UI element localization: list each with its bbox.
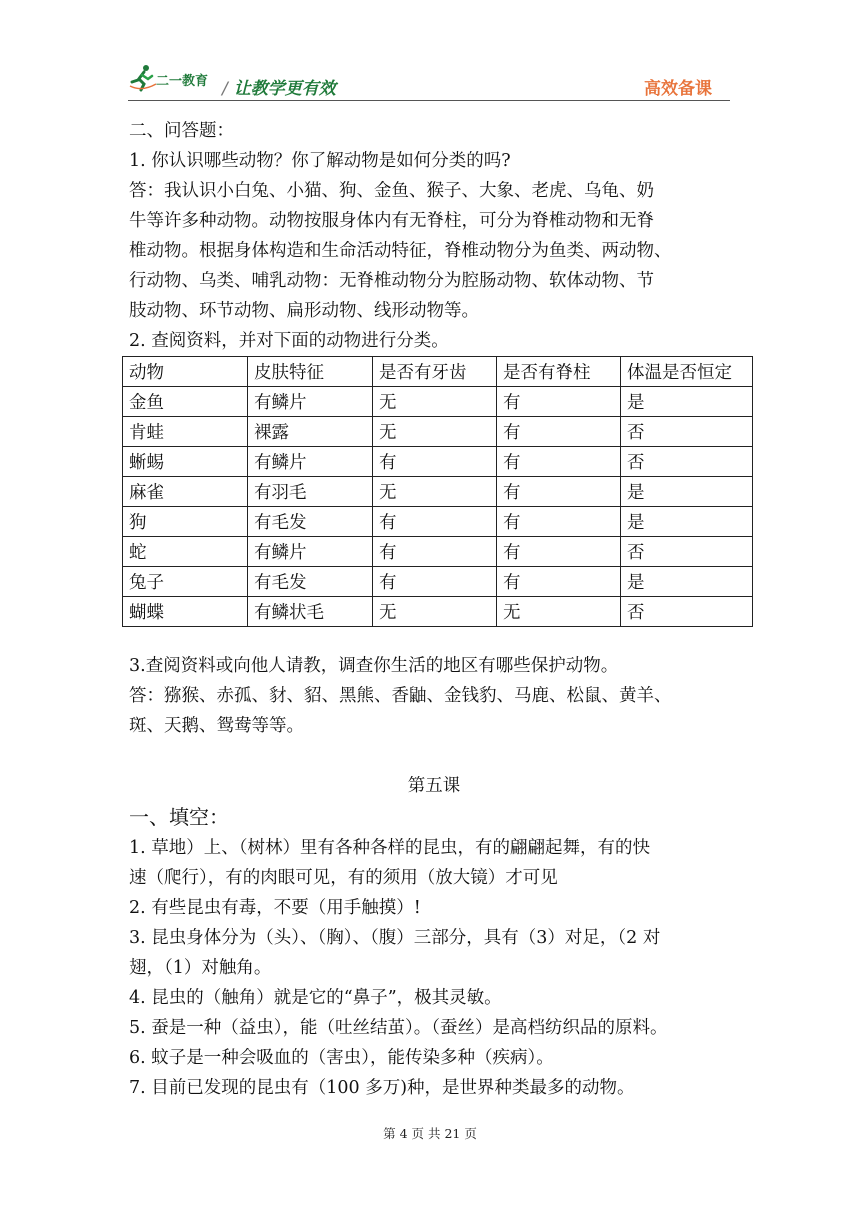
table-row xyxy=(123,477,753,507)
answer-3-line: 斑、天鹅、鸳鸯等等。 xyxy=(129,716,304,736)
page-footer: 第 4 页 共 21 页 xyxy=(383,1126,477,1141)
fill-blank-line: 速（爬行），有的肉眼可见，有的须用（放大镜）才可见 xyxy=(129,868,558,888)
table-header-row xyxy=(123,357,753,387)
table-cell: 有 xyxy=(497,477,621,507)
table-cell: 有 xyxy=(373,447,497,477)
table-cell: 有毛发 xyxy=(248,507,373,537)
page-content xyxy=(129,116,739,1103)
runner-icon xyxy=(128,64,158,92)
slogan-text: 让教学更有效 xyxy=(233,79,336,99)
table-cell: 有 xyxy=(497,387,621,417)
table-cell: 有 xyxy=(497,567,621,597)
fill-blank-line: 1. 草地）上、（树林）里有各种各样的昆虫，有的翩翩起舞，有的快 xyxy=(129,838,651,858)
table-cell: 否 xyxy=(621,447,753,477)
slash-divider: / xyxy=(222,79,228,99)
table-cell: 无 xyxy=(373,417,497,447)
table-cell: 无 xyxy=(373,597,497,627)
fill-blank-line: 6. 蚊子是一种会吸血的（害虫），能传染多种（疾病）。 xyxy=(129,1048,554,1068)
table-header-cell: 是否有牙齿 xyxy=(373,357,497,387)
table-cell: 有 xyxy=(373,567,497,597)
fill-blank-heading: 一、填空： xyxy=(129,805,229,829)
answer-1-line: 牛等许多种动物。动物按服身体内有无脊柱，可分为脊椎动物和无脊 xyxy=(129,211,654,231)
table-cell: 麻雀 xyxy=(123,477,248,507)
table-row xyxy=(123,537,753,567)
answer-1-line: 答：我认识小白兔、小猫、狗、金鱼、猴子、大象、老虎、乌龟、奶 xyxy=(129,181,654,201)
table-cell: 有 xyxy=(497,417,621,447)
table-cell: 否 xyxy=(621,417,753,447)
table-cell: 是 xyxy=(621,567,753,597)
fill-blank-line: 5. 蚕是一种（益虫），能（吐丝结茧）。（蚕丝）是高档纺织品的原料。 xyxy=(129,1018,668,1038)
table-cell: 有鳞片 xyxy=(248,387,373,417)
section-heading: 二、问答题： xyxy=(129,121,234,141)
table-row xyxy=(123,567,753,597)
table-cell: 否 xyxy=(621,537,753,567)
fill-blank-line: 7. 目前已发现的昆虫有（100 多万)种，是世界种类最多的动物。 xyxy=(129,1078,635,1098)
page-header xyxy=(128,62,730,101)
table-cell: 有鳞片 xyxy=(248,447,373,477)
table-cell: 有羽毛 xyxy=(248,477,373,507)
table-header-cell: 皮肤特征 xyxy=(248,357,373,387)
table-row xyxy=(123,417,753,447)
table-row xyxy=(123,597,753,627)
table-cell: 肯蛙 xyxy=(123,417,248,447)
table-cell: 无 xyxy=(373,477,497,507)
table-cell: 有鳞片 xyxy=(248,537,373,567)
table-row xyxy=(123,387,753,417)
table-cell: 兔子 xyxy=(123,567,248,597)
question-1: 1. 你认识哪些动物？你了解动物是如何分类的吗? xyxy=(129,151,511,171)
fill-blank-line: 翅，（1）对触角。 xyxy=(129,958,272,978)
question-3: 3.查阅资料或向他人请教，调查你生活的地区有哪些保护动物。 xyxy=(129,656,619,676)
answer-3-line: 答：猕猴、赤孤、豺、貂、黑熊、香鼬、金钱豹、马鹿、松鼠、黄羊、 xyxy=(129,686,672,706)
table-cell: 裸露 xyxy=(248,417,373,447)
header-slogan xyxy=(222,74,336,99)
table-row xyxy=(123,507,753,537)
table-cell: 蛇 xyxy=(123,537,248,567)
table-cell: 有 xyxy=(373,507,497,537)
table-cell: 有鳞状毛 xyxy=(248,597,373,627)
table-row xyxy=(123,447,753,477)
header-tag: 高效备课 xyxy=(644,79,712,99)
table-cell: 是 xyxy=(621,387,753,417)
table-cell: 狗 xyxy=(123,507,248,537)
table-cell: 有 xyxy=(497,507,621,537)
answer-1-line: 行动物、乌类、哺乳动物：无脊椎动物分为腔肠动物、软体动物、节 xyxy=(129,271,654,291)
table-cell: 蝴蝶 xyxy=(123,597,248,627)
table-cell: 金鱼 xyxy=(123,387,248,417)
lesson-title: 第五课 xyxy=(407,776,461,796)
logo xyxy=(128,64,224,90)
table-cell: 是 xyxy=(621,507,753,537)
table-cell: 蜥蜴 xyxy=(123,447,248,477)
answer-1-line: 肢动物、环节动物、扁形动物、线形动物等。 xyxy=(129,301,479,321)
table-header-cell: 是否有脊柱 xyxy=(497,357,621,387)
answer-1-line: 椎动物。根据身体构造和生命活动特征，脊椎动物分为鱼类、两动物、 xyxy=(129,241,672,261)
question-2: 2. 查阅资料，并对下面的动物进行分类。 xyxy=(129,331,449,351)
table-cell: 有 xyxy=(373,537,497,567)
fill-blank-line: 2. 有些昆虫有毒，不要（用手触摸）! xyxy=(129,898,421,918)
table-cell: 无 xyxy=(373,387,497,417)
fill-blank-line: 3. 昆虫身体分为（头）、（胸）、（腹）三部分，具有（3）对足，（2 对 xyxy=(129,928,661,948)
table-header-cell: 动物 xyxy=(123,357,248,387)
table-cell: 是 xyxy=(621,477,753,507)
table-cell: 否 xyxy=(621,597,753,627)
fill-blank-line: 4. 昆虫的（触角）就是它的“鼻子”，极其灵敏。 xyxy=(129,988,502,1008)
logo-text: 二一教育 xyxy=(156,74,209,89)
table-header-cell: 体温是否恒定 xyxy=(621,357,753,387)
table-cell: 有 xyxy=(497,447,621,477)
animal-classification-table xyxy=(122,356,753,627)
table-cell: 有 xyxy=(497,537,621,567)
table-cell: 无 xyxy=(497,597,621,627)
table-cell: 有毛发 xyxy=(248,567,373,597)
